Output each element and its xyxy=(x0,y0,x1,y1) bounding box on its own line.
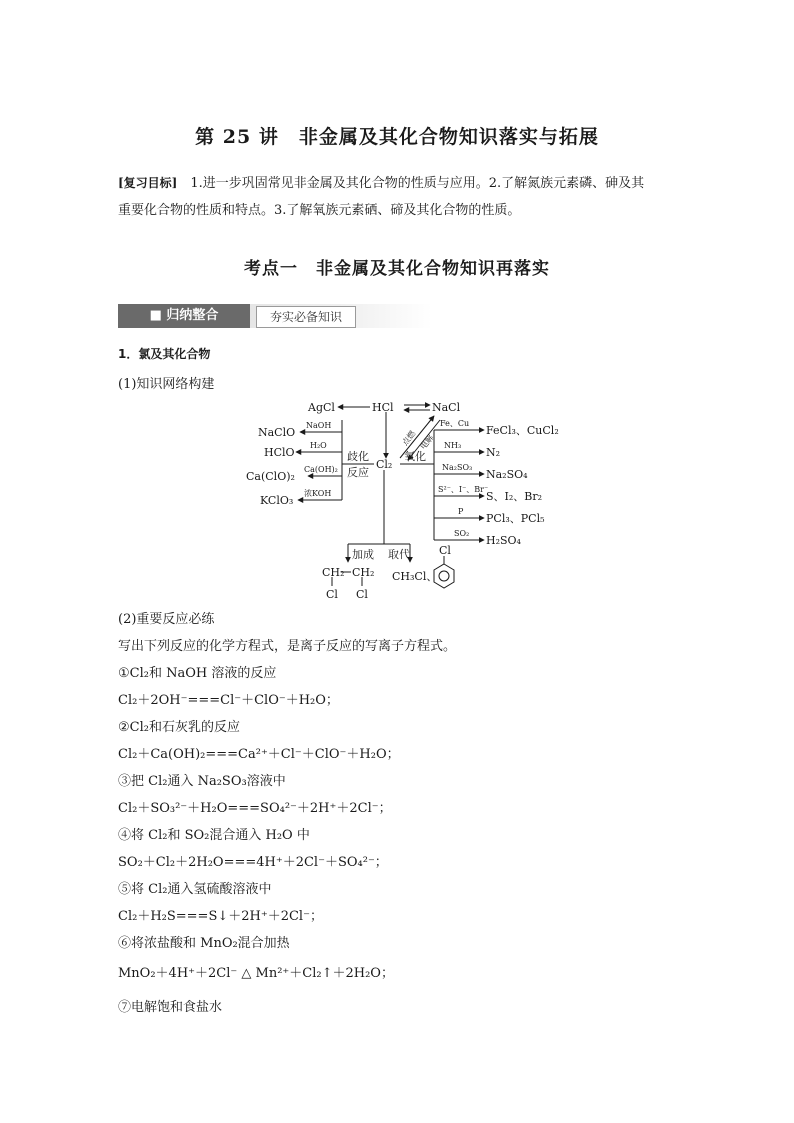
right-reagent-1: NH₃ xyxy=(444,441,462,450)
right-product-3: S、I₂、Br₂ xyxy=(486,490,543,503)
left-reagent-2: Ca(OH)₂ xyxy=(304,465,338,474)
right-reagent-3: S²⁻、I⁻、Br⁻ xyxy=(438,485,489,494)
goals-tag: [复习目标] xyxy=(118,176,178,190)
reaction-7-question: ⑦电解饱和食盐水 xyxy=(118,1000,223,1015)
dichloroethane-ch2-right: CH₂ xyxy=(352,566,375,579)
dichloroethane-ch2-left: CH₂ xyxy=(322,566,345,579)
subsection-reactions: (2)重要反应必练 xyxy=(118,612,215,627)
label-oxidation: 氧化 xyxy=(404,450,426,463)
review-goals xyxy=(118,170,680,224)
dichloroethane-cl-left: Cl xyxy=(326,588,338,601)
left-reagent-1: H₂O xyxy=(310,441,327,450)
node-agcl: AgCl xyxy=(308,401,335,414)
reaction-5-question: ⑤将 Cl₂通入氢硫酸溶液中 xyxy=(118,882,272,897)
lecture-title: 第 25 讲 非金属及其化合物知识落实与拓展 xyxy=(195,126,599,148)
right-product-1: N₂ xyxy=(486,446,501,459)
left-reagent-3: 浓KOH xyxy=(304,489,332,498)
reaction-3-answer: Cl₂＋SO₃²⁻＋H₂O===SO₄²⁻＋2H⁺＋2Cl⁻； xyxy=(118,801,392,816)
reaction-2-answer: Cl₂＋Ca(OH)₂===Ca²⁺＋Cl⁻＋ClO⁻＋H₂O； xyxy=(118,747,400,762)
reaction-5-answer: Cl₂＋H₂S===S↓＋2H⁺＋2Cl⁻； xyxy=(118,909,323,924)
subsection-chlorine: 1．氯及其化合物 xyxy=(118,347,211,361)
dichloroethane-cl-right: Cl xyxy=(356,588,368,601)
reaction-1-answer: Cl₂＋2OH⁻===Cl⁻＋ClO⁻＋H₂O； xyxy=(118,693,339,708)
goals-text-2: 重要化合物的性质和特点。3.了解氧族元素硒、碲及其化合物的性质。 xyxy=(118,203,521,218)
node-cl2: Cl₂ xyxy=(376,458,393,471)
reaction-4-answer: SO₂＋Cl₂＋2H₂O===4H⁺＋2Cl⁻＋SO₄²⁻； xyxy=(118,855,388,870)
reaction-1-question: ①Cl₂和 NaOH 溶液的反应 xyxy=(118,666,277,681)
banner-sub-label: 夯实必备知识 xyxy=(256,306,356,328)
node-hcl: HCl xyxy=(372,401,394,414)
banner-main-label: ■ 归纳整合 xyxy=(118,304,250,328)
reaction-2-question: ②Cl₂和石灰乳的反应 xyxy=(118,720,240,735)
left-reagent-0: NaOH xyxy=(306,421,332,430)
label-disproportionation-2: 反应 xyxy=(347,466,369,479)
right-reagent-4: P xyxy=(458,507,464,516)
left-product-2: Ca(ClO)₂ xyxy=(246,470,295,483)
right-product-2: Na₂SO₄ xyxy=(486,468,528,481)
label-ignite: 点燃 xyxy=(400,429,418,448)
right-reagent-2: Na₂SO₃ xyxy=(442,463,473,472)
summary-banner xyxy=(118,304,432,328)
goals-text-1: 1.进一步巩固常见非金属及其化合物的性质与应用。2.了解氮族元素磷、砷及其 xyxy=(177,176,645,191)
reaction-6-answer: MnO₂＋4H⁺＋2Cl⁻ △ Mn²⁺＋Cl₂↑＋2H₂O； xyxy=(118,966,394,981)
left-product-3: KClO₃ xyxy=(260,494,294,507)
right-reagent-5: SO₂ xyxy=(454,529,470,538)
chlorobenzene-cl: Cl xyxy=(439,544,451,557)
label-disproportionation-1: 歧化 xyxy=(347,450,369,463)
reactions-intro: 写出下列反应的化学方程式，是离子反应的写离子方程式。 xyxy=(118,639,457,654)
section-heading: 考点一 非金属及其化合物知识再落实 xyxy=(244,259,550,279)
node-nacl: NaCl xyxy=(432,401,461,414)
reaction-3-question: ③把 Cl₂通入 Na₂SO₃溶液中 xyxy=(118,774,286,789)
subsection-network: (1)知识网络构建 xyxy=(118,377,215,392)
left-product-0: NaClO xyxy=(258,426,296,439)
right-product-0: FeCl₃、CuCl₂ xyxy=(486,424,559,437)
label-electrolysis: 电解 xyxy=(418,433,436,452)
label-substitution: 取代 xyxy=(388,548,410,561)
product-chloromethane: CH₃Cl、 xyxy=(392,570,438,583)
right-reagent-0: Fe、Cu xyxy=(440,419,470,428)
right-product-5: H₂SO₄ xyxy=(486,534,521,547)
reaction-4-question: ④将 Cl₂和 SO₂混合通入 H₂O 中 xyxy=(118,828,310,843)
label-addition: 加成 xyxy=(352,548,374,561)
chlorine-network-diagram xyxy=(238,396,568,606)
reaction-6-question: ⑥将浓盐酸和 MnO₂混合加热 xyxy=(118,936,290,951)
left-product-1: HClO xyxy=(264,446,295,459)
right-product-4: PCl₃、PCl₅ xyxy=(486,512,545,525)
